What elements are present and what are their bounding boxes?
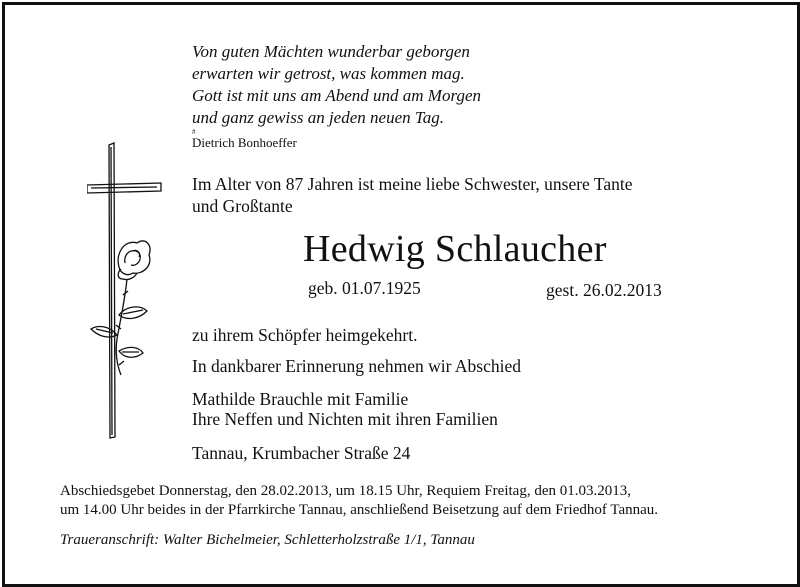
- returned-text: zu ihrem Schöpfer heimgekehrt.: [192, 325, 418, 345]
- obituary-notice: [2, 2, 800, 587]
- poem-line: Gott ist mit uns am Abend und am Morgen: [192, 86, 481, 105]
- farewell-text: In dankbarer Erinnerung nehmen wir Abschied: [192, 356, 521, 376]
- intro-line: Im Alter von 87 Jahren ist meine liebe Schwester, unsere Tante: [192, 174, 633, 194]
- mourner-line: Mathilde Brauchle mit Familie: [192, 389, 409, 409]
- deceased-name: Hedwig Schlaucher: [303, 228, 607, 270]
- poem-line: erwarten wir getrost, was kommen mag.: [192, 64, 465, 83]
- mourning-address: Traueranschrift: Walter Bichelmeier, Schletterholzstraße 1/1, Tannau: [60, 532, 475, 548]
- mourner-line: Ihre Neffen und Nichten mit ihren Familien: [192, 409, 498, 429]
- service-line: um 14.00 Uhr beides in der Pfarrkirche Tannau, anschließend Beisetzung auf dem Friedhof Tannau.: [60, 502, 659, 518]
- cross-with-rose-icon: [87, 139, 167, 439]
- poem-mark: #: [192, 128, 196, 136]
- service-line: Abschiedsgebet Donnerstag, den 28.02.2013, um 18.15 Uhr, Requiem Freitag, den 01.03.2013,: [60, 483, 631, 499]
- intro-line: und Großtante: [192, 196, 293, 216]
- poem-line: Von guten Mächten wunderbar geborgen: [192, 42, 470, 61]
- death-date: gest. 26.02.2013: [546, 280, 662, 300]
- birth-date: geb. 01.07.1925: [308, 278, 421, 298]
- family-address: Tannau, Krumbacher Straße 24: [192, 443, 411, 463]
- poem-author: Dietrich Bonhoeffer: [192, 135, 297, 150]
- poem-line: und ganz gewiss an jeden neuen Tag.: [192, 108, 445, 127]
